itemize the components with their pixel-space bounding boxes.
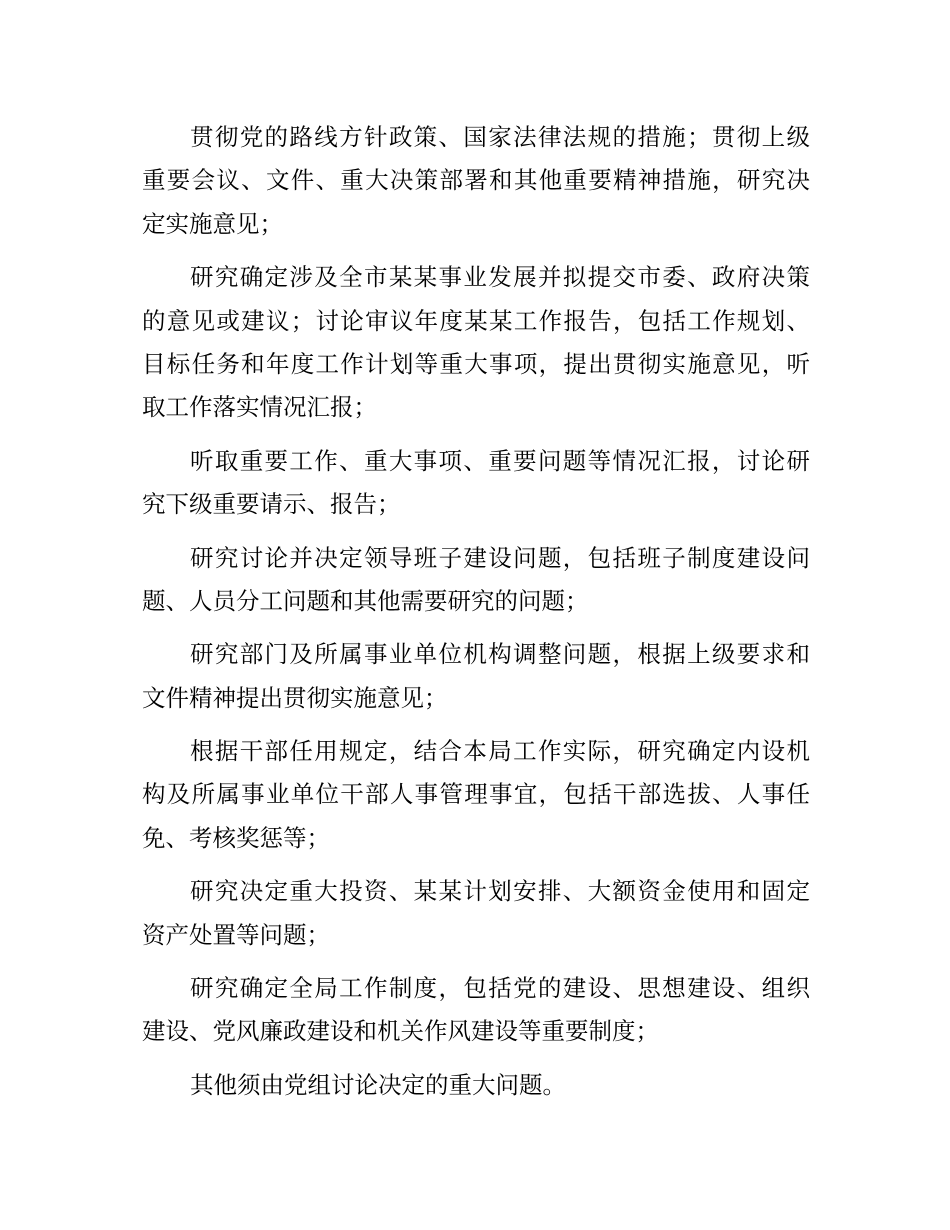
paragraph — [142, 967, 810, 1054]
text-line: 重要会议、文件、重大决策部署和其他重要精神措施，研究决 — [142, 166, 810, 195]
text-line: 研究确定全局工作制度，包括党的建设、思想建设、组织 — [190, 974, 810, 1003]
text-line: 建设、党风廉政建设和机关作风建设等重要制度； — [142, 1017, 659, 1046]
document-body — [142, 116, 810, 1117]
text-line: 贯彻党的路线方针政策、国家法律法规的措施；贯彻上级 — [190, 123, 810, 151]
text-line: 题、人员分工问题和其他需要研究的问题； — [142, 586, 589, 615]
text-line: 文件精神提出贯彻实施意见； — [142, 683, 448, 712]
text-line: 定实施意见； — [142, 209, 283, 238]
paragraph — [142, 537, 810, 624]
text-line: 研究讨论并决定领导班子建设问题，包括班子制度建设问 — [190, 543, 810, 572]
text-line: 听取重要工作、重大事项、重要问题等情况汇报，讨论研 — [190, 446, 810, 475]
text-line: 其他须由党组讨论决定的重大问题。 — [190, 1070, 566, 1099]
text-line: 取工作落实情况汇报； — [142, 393, 377, 422]
paragraph — [142, 870, 810, 957]
text-line: 免、考核奖惩等； — [142, 823, 330, 852]
text-line: 研究确定涉及全市某某事业发展并拟提交市委、政府决策 — [190, 263, 810, 292]
text-line: 根据干部任用规定，结合本局工作实际，研究确定内设机 — [190, 737, 810, 766]
text-line: 构及所属事业单位干部人事管理事宜，包括干部选拔、人事任 — [142, 780, 810, 809]
text-line: 目标任务和年度工作计划等重大事项，提出贯彻实施意见，听 — [142, 349, 810, 378]
text-line: 研究决定重大投资、某某计划安排、大额资金使用和固定 — [190, 877, 810, 906]
text-line: 的意见或建议；讨论审议年度某某工作报告，包括工作规划、 — [142, 306, 810, 335]
paragraph — [142, 440, 810, 527]
text-line: 究下级重要请示、报告； — [142, 490, 401, 519]
paragraph — [142, 730, 810, 860]
text-line: 资产处置等问题； — [142, 920, 330, 949]
paragraph — [142, 256, 810, 430]
paragraph — [142, 633, 810, 720]
paragraph — [142, 116, 810, 246]
text-line: 研究部门及所属事业单位机构调整问题，根据上级要求和 — [190, 640, 810, 669]
paragraph — [142, 1064, 810, 1107]
